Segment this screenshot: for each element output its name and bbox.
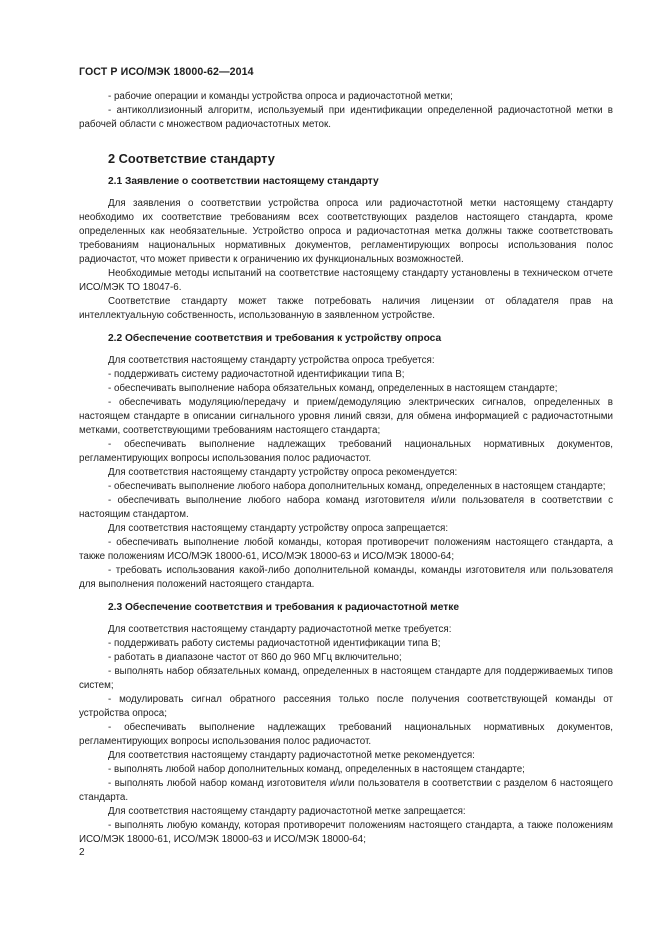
intro-item: - рабочие операции и команды устройства опроса и радиочастотной метки; [108,91,453,102]
list-item: - выполнять набор обязательных команд, определенных в настоящем стандарте для поддерживаемых типов систем; [79,666,613,691]
section-2-3-body [79,623,613,847]
document-header: ГОСТ Р ИСО/МЭК 18000-62—2014 [79,66,254,78]
page-content [79,90,613,847]
section-2-heading: 2 Соответствие стандарту [108,151,275,166]
list-item: - модулировать сигнал обратного рассеяния только после получения соответствующей команды от устройства опроса; [79,694,613,719]
page-number: 2 [79,847,85,858]
list-item: - обеспечивать модуляцию/передачу и прием/демодуляцию электрических сигналов, определенных в настоящем стандарте в описании сигнального уровня линий связи, для обмена информацией с радиочастотными метками, соответствующими требованиям настоящего стандарта; [79,397,613,436]
paragraph: Для соответствия настоящему стандарту устройству опроса запрещается: [108,523,449,534]
section-2-1-body [79,197,613,323]
paragraph: Для соответствия настоящему стандарту радиочастотной метке требуется: [108,624,452,635]
section-2-3-heading: 2.3 Обеспечение соответствия и требования к радиочастотной метке [108,602,459,613]
list-item: - поддерживать работу системы радиочастотной идентификации типа В; [108,638,441,649]
paragraph: Для соответствия настоящему стандарту устройству опроса рекомендуется: [108,467,458,478]
section-2-1-heading: 2.1 Заявление о соответствии настоящему стандарту [108,176,379,187]
list-item: - поддерживать систему радиочастотной идентификации типа В; [108,369,405,380]
list-item: - выполнять любой набор дополнительных команд, определенных в настоящем стандарте; [108,764,525,775]
list-item: - обеспечивать выполнение надлежащих требований национальных нормативных документов, регламентирующих вопросы использования полос радиочастот. [79,439,613,464]
list-item: - выполнять любую команду, которая противоречит положениям настоящего стандарта, а также положениям ИСО/МЭК 18000-61, ИСО/МЭК 18000-63 и ИСО/МЭК 18000-64; [79,820,613,845]
list-item: - обеспечивать выполнение набора обязательных команд, определенных в настоящем стандарте; [108,383,558,394]
paragraph: Для заявления о соответствии устройства опроса или радиочастотной метки настоящему стандарту необходимо их соответствие требованиям всех соответствующих разделов настоящего стандарта, кроме определенных как необязательные. Устройство опроса и радиочастотная метка должны также соответствовать требованиям национальных нормативных документов, регламентирующих вопросы использования полос радиочастот, что может привести к ограничению их функциональных возможностей. [79,198,613,265]
list-item: - выполнять любой набор команд изготовителя и/или пользователя в соответствии с разделом 6 настоящего стандарта. [79,778,613,803]
list-item: - работать в диапазоне частот от 860 до 960 МГц включительно; [108,652,402,663]
list-item: - требовать использования какой-либо дополнительной команды, команды изготовителя или пользователя для выполнения положений настоящего стандарта. [79,565,613,590]
list-item: - обеспечивать выполнение любой команды, которая противоречит положениям настоящего стандарта, а также положениям ИСО/МЭК 18000-61, ИСО/МЭК 18000-63 и ИСО/МЭК 18000-64; [79,537,613,562]
section-2-2-body [79,354,613,592]
paragraph: Для соответствия настоящему стандарту устройства опроса требуется: [108,355,435,366]
paragraph: Соответствие стандарту может также потребовать наличия лицензии от обладателя прав на интеллектуальную собственность, использованную в заявленном устройстве. [79,296,613,321]
paragraph: Для соответствия настоящему стандарту радиочастотной метке рекомендуется: [108,750,475,761]
list-item: - обеспечивать выполнение надлежащих требований национальных нормативных документов, регламентирующих вопросы использования полос радиочастот. [79,722,613,747]
list-item: - обеспечивать выполнение любого набора дополнительных команд, определенных в настоящем стандарте; [108,481,606,492]
list-item: - обеспечивать выполнение любого набора команд изготовителя и/или пользователя в соответствии с настоящим стандартом. [79,495,613,520]
section-2-2-heading: 2.2 Обеспечение соответствия и требования к устройству опроса [108,333,442,344]
paragraph: Для соответствия настоящему стандарту радиочастотной метке запрещается: [108,806,466,817]
paragraph: Необходимые методы испытаний на соответствие настоящему стандарту установлены в техническом отчете ИСО/МЭК ТО 18047-6. [79,268,613,293]
intro-item: - антиколлизионный алгоритм, используемый при идентификации определенной радиочастотной метки в рабочей области с множеством радиочастотных меток. [79,105,613,130]
